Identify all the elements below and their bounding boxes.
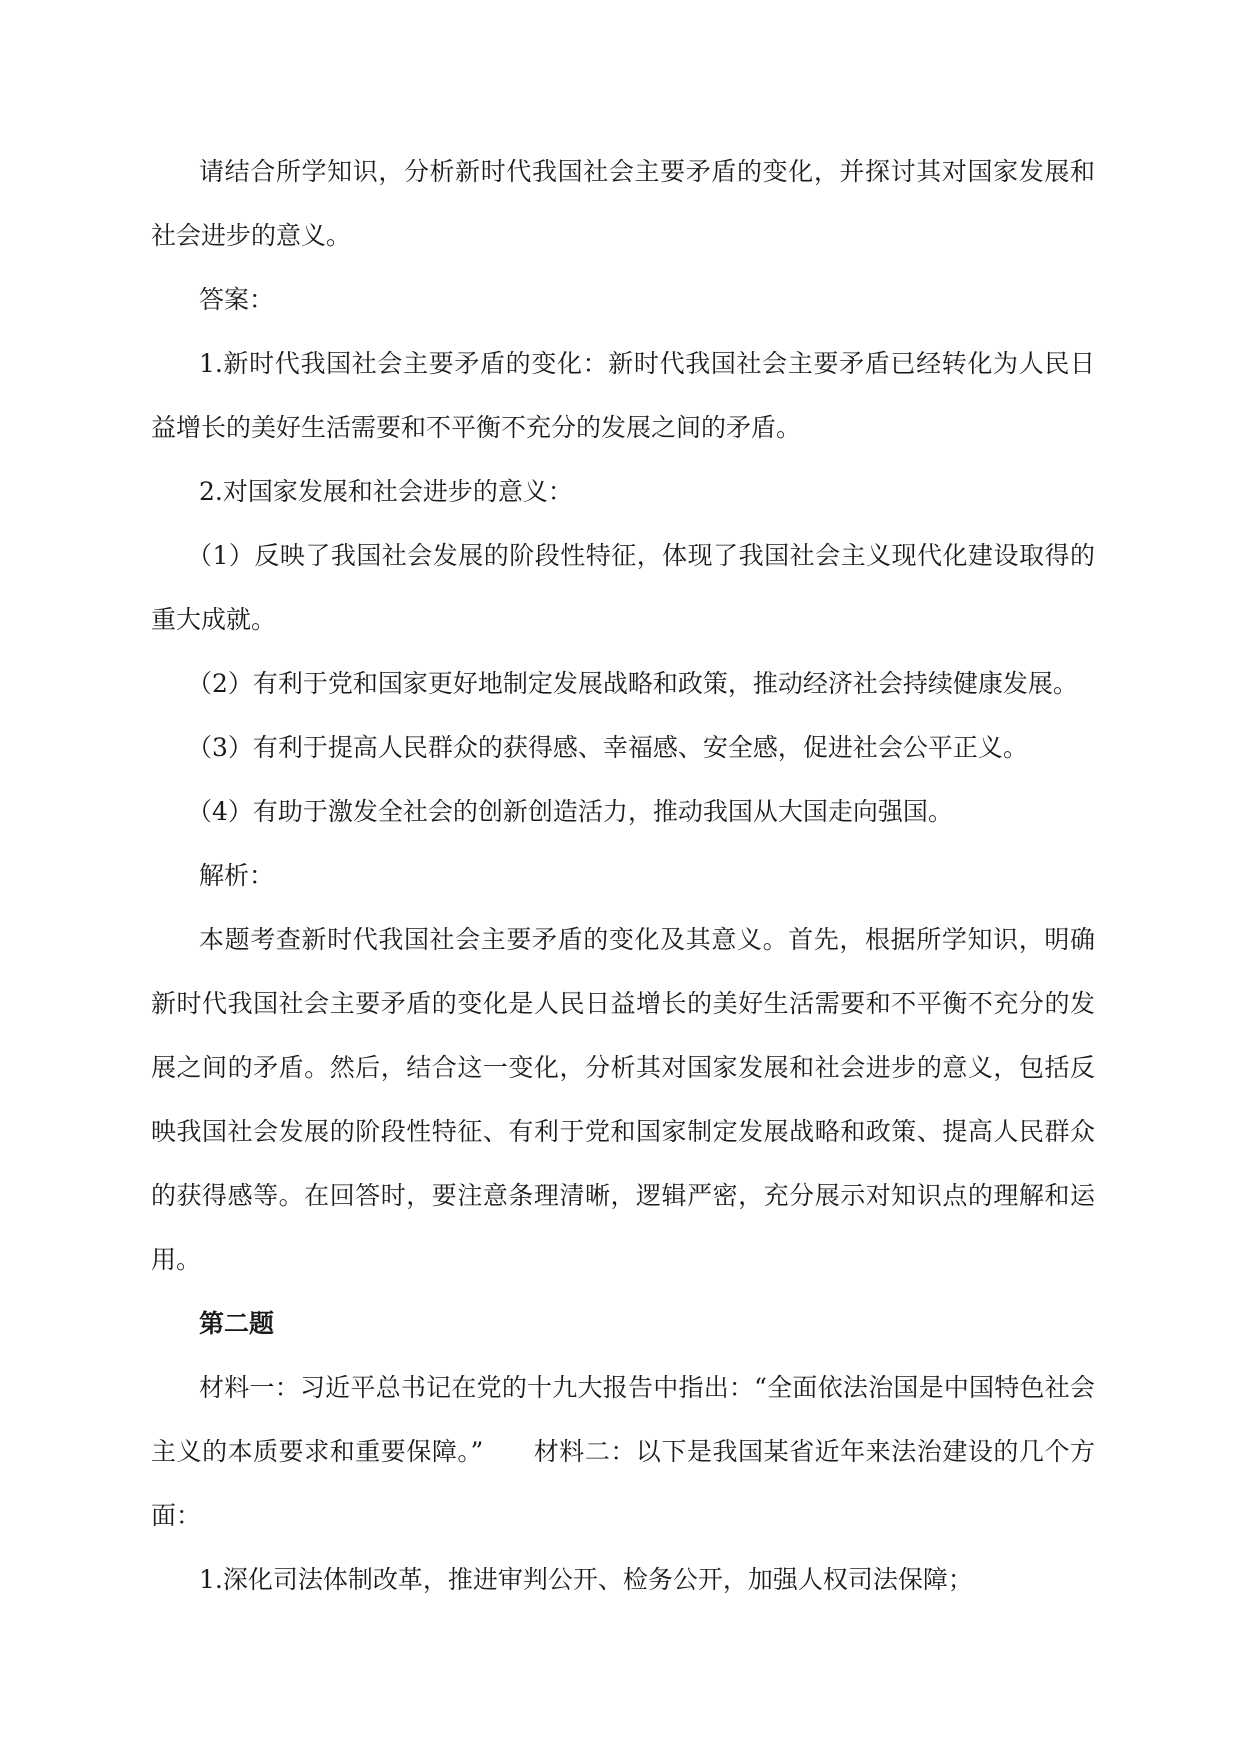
- analysis-text: 本题考查新时代我国社会主要矛盾的变化及其意义。首先，根据所学知识，明确新时代我国社会主要矛盾的变化是人民日益增长的美好生活需要和不平衡不充分的发展之间的矛盾。然后，结合这一变化，分析其对国家发展和社会进步的意义，包括反映我国社会发展的阶段性特征、有利于党和国家制定发展战略和政策、提高人民群众的获得感等。在回答时，要注意条理清晰，逻辑严密，充分展示对知识点的理解和运用。: [151, 925, 1095, 1274]
- significance-item-4: （4）有助于激发全社会的创新创造活力，推动我国从大国走向强国。: [187, 797, 953, 826]
- section-title: 第二题: [199, 1309, 275, 1338]
- significance-item-3: （3）有利于提高人民群众的获得感、幸福感、安全感，促进社会公平正义。: [187, 733, 1028, 762]
- material-1: 材料一：习近平总书记在党的十九大报告中指出：“全面依法治国是中国特色社会主义的本质要求和重要保障。”: [151, 1373, 1095, 1466]
- answer-point-2-heading: 2.对国家发展和社会进步的意义：: [199, 477, 573, 506]
- materials-paragraph: [151, 1356, 1095, 1548]
- question-prompt: 请结合所学知识，分析新时代我国社会主要矛盾的变化，并探讨其对国家发展和社会进步的意义。: [151, 157, 1095, 250]
- document-body: [151, 140, 1095, 1612]
- material-2-item-1: 1.深化司法体制改革，推进审判公开、检务公开，加强人权司法保障；: [199, 1565, 973, 1594]
- answer-point-1: 1.新时代我国社会主要矛盾的变化：新时代我国社会主要矛盾已经转化为人民日益增长的美好生活需要和不平衡不充分的发展之间的矛盾。: [151, 349, 1095, 442]
- analysis-label: 解析：: [199, 861, 275, 890]
- significance-item-2: （2）有利于党和国家更好地制定发展战略和政策，推动经济社会持续健康发展。: [187, 669, 1078, 698]
- answer-label: 答案：: [199, 285, 275, 314]
- significance-item-1: （1）反映了我国社会发展的阶段性特征，体现了我国社会主义现代化建设取得的重大成就。: [151, 541, 1095, 634]
- material-2: 材料二：以下是我国某省近年来法治建设的几个方面：: [151, 1437, 1095, 1530]
